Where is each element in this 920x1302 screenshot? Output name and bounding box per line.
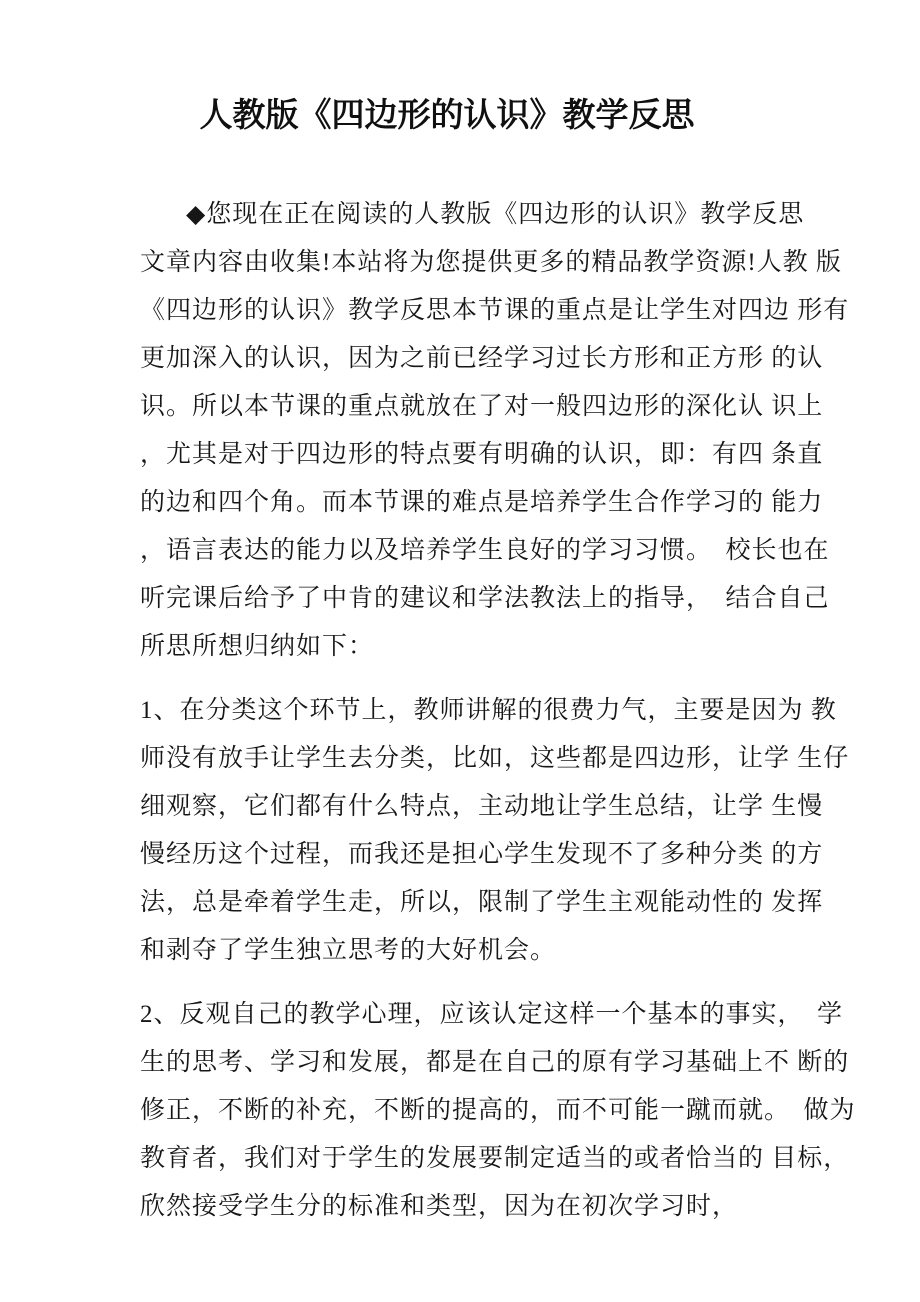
- text-line: 的边和四个角。而本节课的难点是培养学生合作学习的 能力: [140, 489, 824, 516]
- text-line: 识。所以本节课的重点就放在了对一般四边形的深化认 识上: [140, 393, 824, 420]
- text-line: 文章内容由收集!本站将为您提供更多的精品教学资源!人教 版: [140, 249, 842, 276]
- text-line: ◆您现在正在阅读的人教版《四边形的认识》教学反思: [186, 201, 805, 228]
- text-line: 师没有放手让学生去分类，比如，这些都是四边形，让学 生仔: [140, 745, 850, 772]
- text-line: 生的思考、学习和发展，都是在自己的原有学习基础上不 断的: [140, 1049, 850, 1076]
- text-line: ，语言表达的能力以及培养学生良好的学习习惯。 校长也在: [140, 537, 830, 564]
- paragraph: [140, 191, 850, 671]
- text-line: 1、在分类这个环节上，教师讲解的很费力气，主要是因为 教: [140, 697, 837, 724]
- text-line: 欣然接受学生分的标准和类型，因为在初次学习时，: [140, 1193, 739, 1220]
- text-line: 法，总是牵着学生走，所以，限制了学生主观能动性的 发挥: [140, 889, 824, 916]
- text-line: 慢经历这个过程，而我还是担心学生发现不了多种分类 的方: [140, 841, 824, 868]
- document-title: 人教版《四边形的认识》教学反思: [199, 98, 695, 134]
- text-line: 听完课后给予了中肯的建议和学法教法上的指导， 结合自己: [140, 585, 830, 612]
- text-line: 教育者，我们对于学生的发展要制定适当的或者恰当的 目标，: [140, 1145, 850, 1172]
- text-line: 《四边形的认识》教学反思本节课的重点是让学生对四边 形有: [140, 297, 850, 324]
- paragraph: [140, 991, 856, 1231]
- text-line: 和剥夺了学生独立思考的大好机会。: [140, 937, 557, 964]
- document-body: [140, 191, 856, 1231]
- text-line: 细观察，它们都有什么特点，主动地让学生总结，让学 生慢: [140, 793, 824, 820]
- paragraph: [140, 687, 850, 975]
- text-line: 所思所想归纳如下：: [140, 633, 375, 660]
- text-line: 修正，不断的补充，不断的提高的，而不可能一蹴而就。 做为: [140, 1097, 856, 1124]
- text-line: ，尤其是对于四边形的特点要有明确的认识，即：有四 条直: [140, 441, 824, 468]
- text-line: 2、反观自己的教学心理，应该认定这样一个基本的事实， 学: [140, 1001, 844, 1028]
- text-line: 更加深入的认识，因为之前已经学习过长方形和正方形 的认: [140, 345, 824, 372]
